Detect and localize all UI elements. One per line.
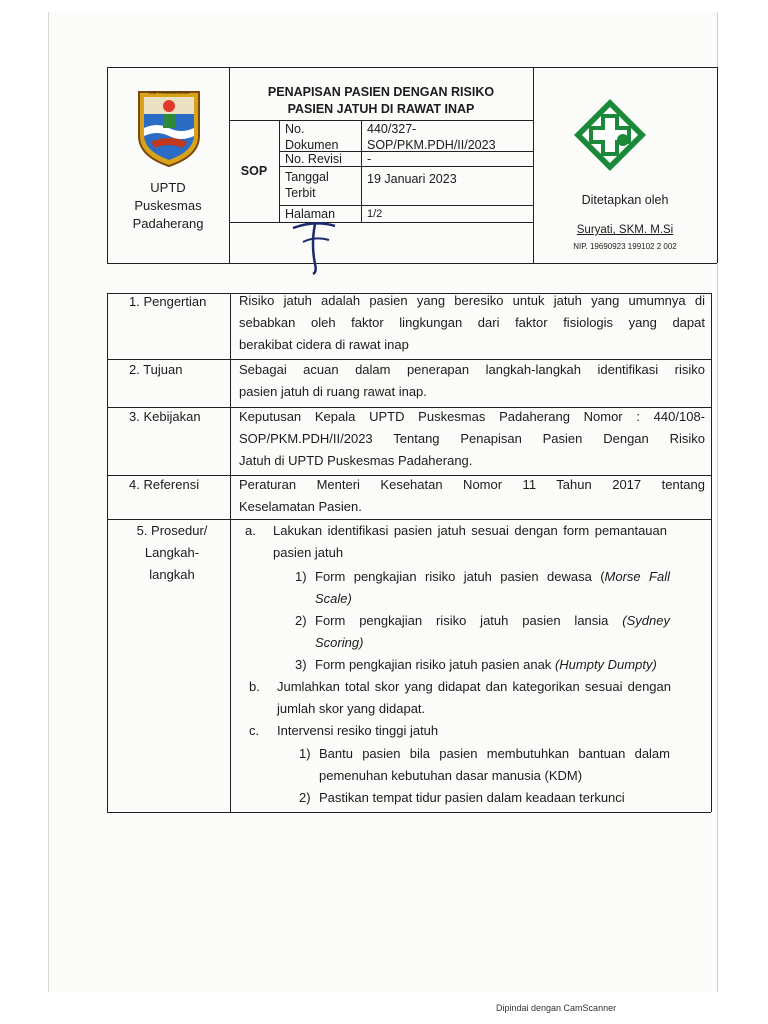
item-a2-marker: 2) (295, 613, 307, 628)
page-value: 1/2 (367, 208, 383, 220)
item-a3-text: Form pengkajian risiko jatuh pasien anak (Humpty Dumpty) (315, 657, 657, 672)
item-c1-text: Bantu pasien bila pasien membutuhkan bantuan dalam pemenuhan kebutuhan dasar manusia (KDM) (319, 746, 670, 783)
sop-label: SOP (240, 164, 268, 178)
section-text-pengertian: Risiko jatuh adalah pasien yang beresiko untuk jatuh yang umumnya di sebabkan oleh faktor lingkungan dari faktor fisiologis yang dapat berakibat cidera di rawat inap (239, 293, 705, 352)
publish-date-label: Tanggal Terbit (285, 170, 329, 200)
item-a1-text: Form pengkajian risiko jatuh pasien dewasa (Morse Fall Scale) (315, 569, 670, 606)
logo-banner: KAB. PANGANDARAN (148, 90, 190, 95)
item-a1-marker: 1) (295, 569, 307, 584)
section-label-tujuan: 2. Tujuan (129, 362, 183, 377)
item-c2-marker: 2) (299, 790, 311, 805)
revision-value: - (367, 152, 372, 166)
item-b-marker: b. (249, 679, 260, 694)
section-label-prosedur: 5. Prosedur/ Langkah- langkah (136, 523, 208, 582)
signatory-name: Suryati, SKM. M.Si (576, 224, 674, 236)
item-c-text: Intervensi resiko tinggi jatuh (277, 723, 439, 738)
regency-emblem-icon (133, 86, 205, 168)
item-a3-marker: 3) (295, 657, 307, 672)
doc-number-value: 440/327- SOP/PKM.PDH/II/2023 (367, 122, 496, 152)
item-a2-text: Form pengkajian risiko jatuh pasien lansia (Sydney Scoring) (315, 613, 670, 650)
item-b-text: Jumlahkan total skor yang didapat dan kategorikan sesuai dengan jumlah skor yang didapat. (277, 679, 671, 716)
item-c1-marker: 1) (299, 746, 311, 761)
initial-signature-mark (285, 214, 345, 276)
document-page (48, 12, 718, 992)
doc-number-label: No. Dokumen (285, 122, 339, 152)
section-text-kebijakan: Keputusan Kepala UPTD Puskesmas Padaherang Nomor : 440/108- SOP/PKM.PDH/II/2023 Tentang Penapisan Pasien Dengan Risiko Jatuh di UPTD Puskesmas Padaherang. (239, 409, 705, 468)
document-title: PENAPISAN PASIEN DENGAN RISIKO PASIEN JATUH DI RAWAT INAP (267, 85, 495, 116)
scanner-watermark: Dipindai dengan CamScanner (496, 1003, 617, 1013)
item-a-text: Lakukan identifikasi pasien jatuh sesuai dengan form pemantauan pasien jatuh (273, 523, 667, 560)
revision-label: No. Revisi (285, 152, 342, 166)
signatory-nip: NIP. 19690923 199102 2 002 (573, 242, 677, 251)
section-text-referensi: Peraturan Menteri Kesehatan Nomor 11 Tahun 2017 tentang Keselamatan Pasien. (239, 477, 705, 514)
item-a-marker: a. (245, 523, 256, 538)
approved-by: Ditetapkan oleh (581, 193, 669, 207)
section-label-pengertian: 1. Pengertian (129, 294, 207, 309)
section-label-kebijakan: 3. Kebijakan (129, 409, 201, 424)
page-label: Halaman (285, 207, 336, 221)
institution-name: UPTD Puskesmas Padaherang (132, 180, 204, 231)
section-text-tujuan: Sebagai acuan dalam penerapan langkah-langkah identifikasi risiko pasien jatuh di ruang rawat inap. (239, 362, 705, 399)
item-c-marker: c. (249, 723, 260, 738)
section-label-referensi: 4. Referensi (129, 477, 200, 492)
regency-logo (133, 86, 205, 168)
item-c2-text: Pastikan tempat tidur pasien dalam keadaan terkunci (319, 790, 625, 805)
puskesmas-cross-icon (571, 96, 649, 174)
publish-date-value: 19 Januari 2023 (367, 172, 457, 186)
